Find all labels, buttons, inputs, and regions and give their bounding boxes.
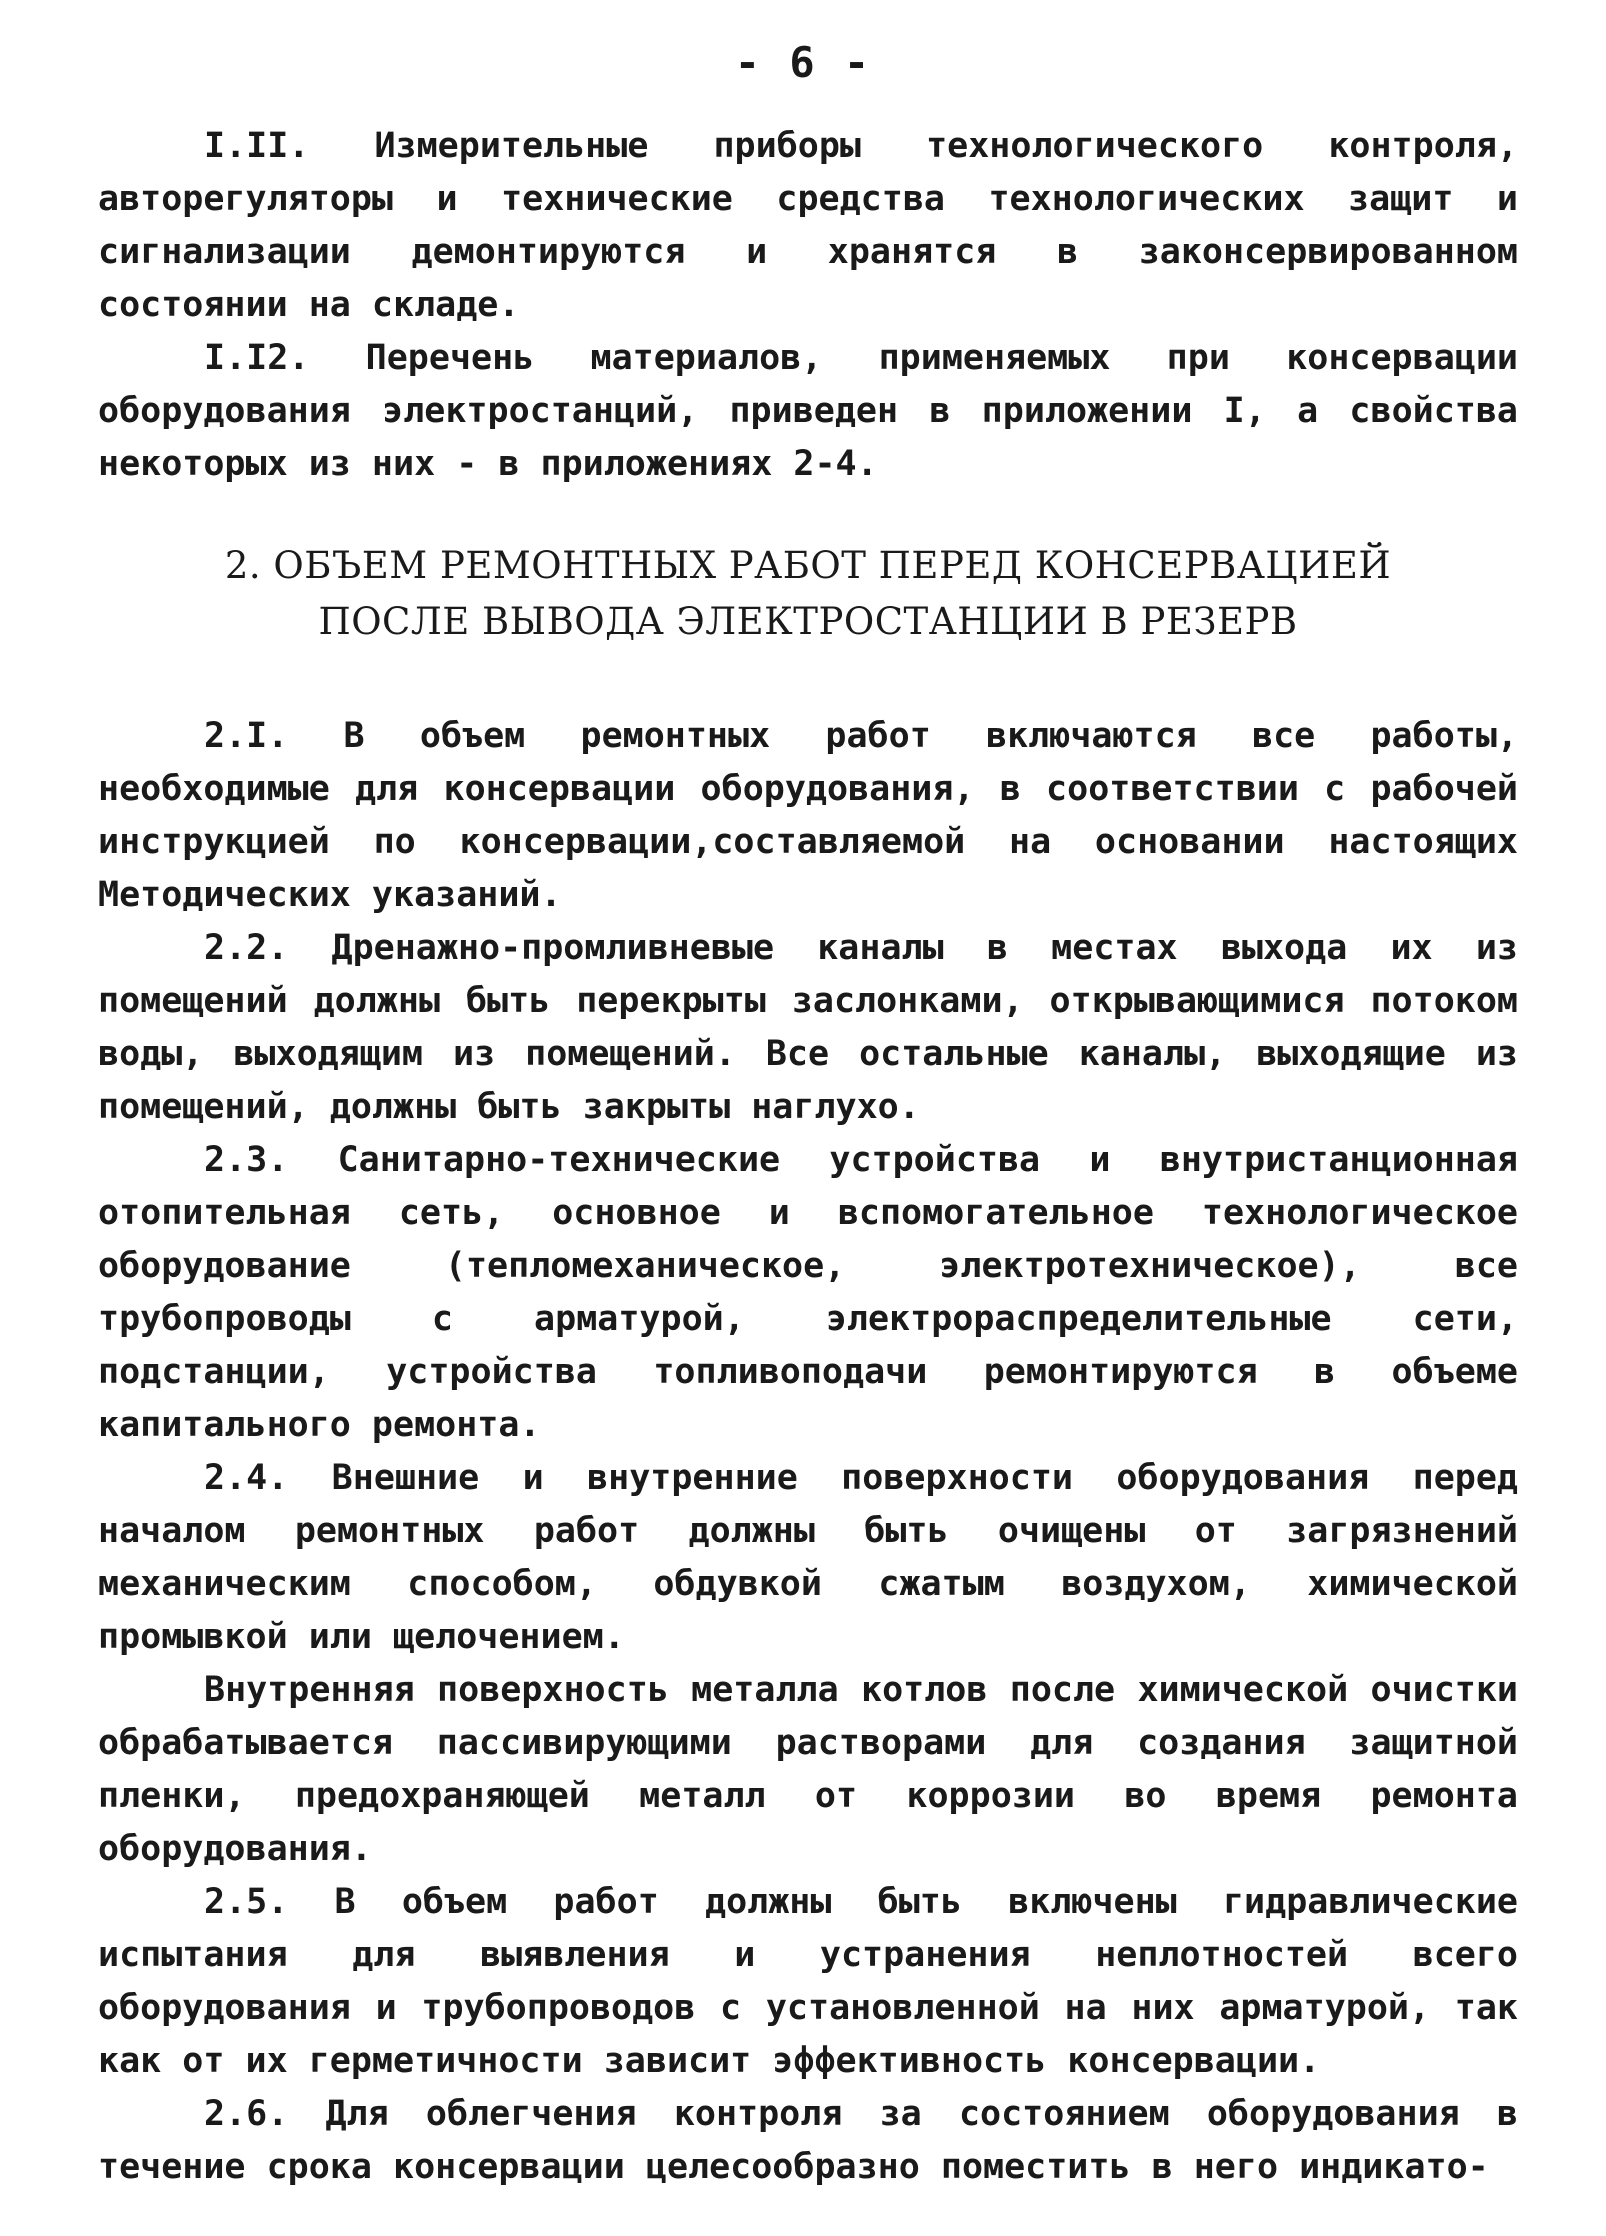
page-number: - 6 -: [734, 38, 872, 87]
section-heading-line-1: 2. ОБЪЕМ РЕМОНТНЫХ РАБОТ ПЕРЕД КОНСЕРВАЦИЕЙ: [224, 544, 1392, 587]
paragraph-1-11: I.II. Измерительные приборы технологического контроля, авторегуляторы и технические средства технологических защит и сигнализации демонтируются и хранятся в законсервированном состоянии на складе.: [98, 126, 1518, 325]
paragraph-2-2: 2.2. Дренажно-промливневые каналы в местах выхода их из помещений должны быть перекрыты заслонками, открывающимися потоком воды, выходящим из помещений. Все остальные каналы, выходящие из помещений, должны быть закрыты наглухо.: [98, 928, 1518, 1127]
paragraph-2-3: 2.3. Санитарно-технические устройства и внутристанционная отопительная сеть, основное и вспомогательное технологическое оборудование (тепломеханическое, электротехническое), все трубопроводы с арматурой, электрораспределительные сети, подстанции, устройства топливоподачи ремонтируются в объеме капитального ремонта.: [98, 1140, 1518, 1445]
paragraph-2-4-continued: Внутренняя поверхность металла котлов после химической очистки обрабатывается пассивирующими растворами для создания защитной пленки, предохраняющей металл от коррозии во время ремонта оборудования.: [98, 1670, 1518, 1869]
section-heading-line-2: ПОСЛЕ ВЫВОДА ЭЛЕКТРОСТАНЦИИ В РЕЗЕРВ: [318, 600, 1298, 643]
paragraph-2-5: 2.5. В объем работ должны быть включены гидравлические испытания для выявления и устранения неплотностей всего оборудования и трубопроводов с установленной на них арматурой, так как от их герметичности зависит эффективность консервации.: [98, 1882, 1518, 2081]
paragraph-2-4: 2.4. Внешние и внутренние поверхности оборудования перед началом ремонтных работ должны быть очищены от загрязнений механическим способом, обдувкой сжатым воздухом, химической промывкой или щелочением.: [98, 1458, 1518, 1657]
paragraph-2-1: 2.I. В объем ремонтных работ включаются все работы, необходимые для консервации оборудования, в соответствии с рабочей инструкцией по консервации,составляемой на основании настоящих Методических указаний.: [98, 716, 1518, 915]
document-body: [98, 120, 1518, 2194]
section-heading: [98, 538, 1518, 650]
paragraph-1-12: I.I2. Перечень материалов, применяемых при консервации оборудования электростанций, приведен в приложении I, а свойства некоторых из них - в приложениях 2-4.: [98, 338, 1518, 484]
paragraph-2-6: 2.6. Для облегчения контроля за состоянием оборудования в течение срока консервации целесообразно поместить в него индикато-: [98, 2094, 1518, 2187]
